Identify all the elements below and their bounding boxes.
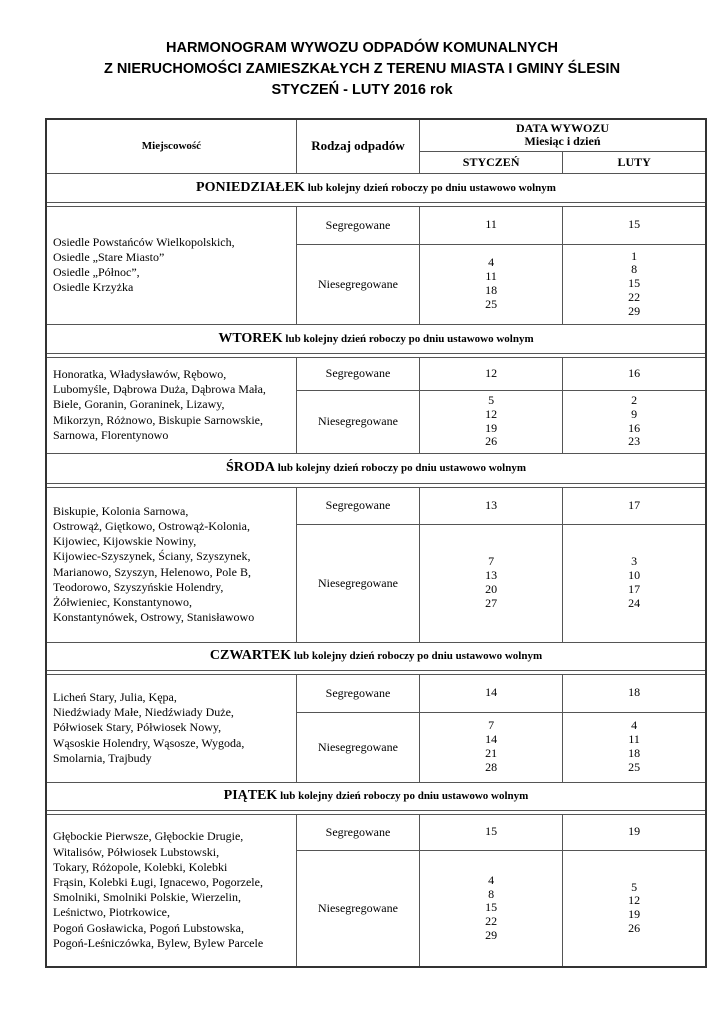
- day-header-row: [46, 173, 706, 202]
- date-value: 5: [488, 392, 495, 407]
- header-collection-date: [420, 119, 706, 151]
- date-value: 25: [628, 759, 641, 774]
- day-header: [46, 324, 706, 353]
- waste-type-non-segregated: Niesegregowane: [296, 524, 419, 642]
- date-value: 7: [488, 718, 495, 733]
- waste-type-segregated: Segregowane: [296, 674, 419, 712]
- february-non-segregated-dates: [563, 390, 706, 453]
- date-value: 7: [488, 554, 495, 569]
- january-segregated-date: 11: [420, 206, 563, 244]
- locality-line: Osiedle „Północ”,: [53, 265, 140, 279]
- header-month-february: LUTY: [563, 151, 706, 173]
- segregated-row: [46, 487, 706, 524]
- locality-line: Osiedle Krzyżka: [53, 280, 134, 295]
- localities-cell: [46, 487, 296, 642]
- date-value: 17: [628, 582, 641, 596]
- january-segregated-date: 13: [420, 487, 563, 524]
- date-value: 12: [628, 893, 641, 908]
- january-non-segregated-dates: [420, 712, 563, 782]
- day-header: [46, 173, 706, 202]
- day-header-row: [46, 642, 706, 670]
- locality-line: Osiedle „Stare Miasto”: [53, 249, 165, 264]
- date-value: 26: [628, 921, 641, 936]
- date-value: 27: [485, 595, 498, 610]
- locality-line: Smolniki, Smolniki Polskie, Wierzelin,: [53, 890, 241, 905]
- date-value: 5: [631, 879, 638, 894]
- date-value: 4: [631, 718, 638, 733]
- segregated-row: [46, 814, 706, 850]
- date-value: 8: [631, 262, 638, 277]
- february-non-segregated-dates: [563, 850, 706, 967]
- date-value: 26: [485, 434, 498, 449]
- date-value: 23: [628, 434, 641, 449]
- title-line-3: STYCZEŃ - LUTY 2016 rok: [271, 82, 453, 98]
- locality-line: Niedźwiady Małe, Niedźwiady Duże,: [53, 705, 234, 720]
- header-waste-type: Rodzaj odpadów: [296, 119, 419, 173]
- locality-line: Biele, Goranin, Goraninek, Lizawy,: [53, 397, 225, 412]
- locality-line: Mikorzyn, Różnowo, Biskupie Sarnowskie,: [53, 412, 263, 427]
- header-row: [46, 119, 706, 151]
- date-value: 8: [488, 886, 495, 901]
- day-header-row: [46, 324, 706, 353]
- locality-line: Biskupie, Kolonia Sarnowa,: [53, 503, 189, 518]
- locality-line: Konstantynówek, Ostrowy, Stanisławowo: [53, 610, 255, 625]
- date-value: 12: [485, 406, 498, 421]
- locality-line: Żółwieniec, Konstantynowo,: [53, 594, 192, 609]
- date-value: 20: [485, 582, 498, 596]
- waste-type-non-segregated: Niesegregowane: [296, 712, 419, 782]
- locality-line: Honoratka, Władysławów, Rębowo,: [53, 366, 227, 381]
- date-value: 25: [485, 296, 498, 311]
- date-value: 3: [631, 554, 638, 569]
- date-value: 1: [631, 248, 638, 263]
- localities-cell: [46, 814, 296, 967]
- waste-type-segregated: Segregowane: [296, 206, 419, 244]
- locality-line: Głębockie Pierwsze, Głębockie Drugie,: [53, 829, 244, 844]
- february-non-segregated-dates: [563, 244, 706, 324]
- day-header: [46, 642, 706, 670]
- february-segregated-date: 15: [563, 206, 706, 244]
- date-value: 9: [631, 406, 638, 421]
- day-note: lub kolejny dzień roboczy po dniu ustawowo wolnym: [304, 181, 556, 194]
- date-value: 21: [485, 746, 498, 760]
- day-note: lub kolejny dzień roboczy po dniu ustawowo wolnym: [282, 332, 534, 345]
- february-non-segregated-dates: [563, 524, 706, 642]
- february-segregated-date: 19: [563, 814, 706, 850]
- date-value: 13: [485, 568, 498, 583]
- day-header-row: [46, 453, 706, 483]
- day-name: WTOREK: [218, 330, 283, 346]
- waste-type-segregated: Segregowane: [296, 487, 419, 524]
- date-value: 24: [628, 595, 641, 610]
- date-value: 18: [485, 283, 498, 297]
- date-value: 4: [488, 255, 495, 270]
- locality-line: Lubomyśle, Dąbrowa Duża, Dąbrowa Mała,: [53, 382, 266, 397]
- segregated-row: [46, 206, 706, 244]
- locality-line: Wąsoskie Holendry, Wąsosze, Wygoda,: [53, 735, 245, 750]
- date-value: 19: [485, 420, 498, 435]
- january-segregated-date: 14: [420, 674, 563, 712]
- header-date-title: DATA WYWOZU: [516, 121, 610, 136]
- day-note: lub kolejny dzień roboczy po dniu ustawowo wolnym: [277, 790, 529, 802]
- date-value: 11: [485, 269, 497, 284]
- locality-line: Smolarnia, Trajbudy: [53, 750, 152, 765]
- date-value: 15: [485, 900, 498, 915]
- date-value: 29: [485, 927, 498, 942]
- january-segregated-date: 15: [420, 814, 563, 850]
- locality-line: Pogoń Gosławicka, Pogoń Lubstowska,: [53, 920, 244, 935]
- locality-line: Teodorowo, Szyszyńskie Holendry,: [53, 579, 224, 594]
- waste-type-non-segregated: Niesegregowane: [296, 390, 419, 453]
- date-value: 18: [628, 746, 641, 760]
- january-non-segregated-dates: [420, 244, 563, 324]
- date-value: 11: [628, 732, 640, 747]
- day-note: lub kolejny dzień roboczy po dniu ustawowo wolnym: [275, 462, 527, 474]
- date-value: 19: [628, 907, 641, 922]
- locality-line: Kijowiec, Kijowskie Nowiny,: [53, 534, 197, 549]
- date-value: 15: [628, 276, 641, 291]
- waste-type-non-segregated: Niesegregowane: [296, 850, 419, 967]
- february-segregated-date: 17: [563, 487, 706, 524]
- waste-type-segregated: Segregowane: [296, 814, 419, 850]
- locality-line: Półwiosek Stary, Półwiosek Nowy,: [53, 720, 222, 735]
- title-line-2: Z NIERUCHOMOŚCI ZAMIESZKAŁYCH Z TERENU MIASTA I GMINY ŚLESIN: [103, 61, 621, 77]
- schedule-table: [45, 118, 707, 968]
- locality-line: Pogoń-Leśniczówka, Bylew, Bylew Parcele: [53, 935, 264, 950]
- february-segregated-date: 16: [563, 357, 706, 390]
- day-name: CZWARTEK: [209, 648, 292, 663]
- january-segregated-date: 12: [420, 357, 563, 390]
- locality-line: Witalisów, Półwiosek Lubstowski,: [53, 844, 220, 859]
- date-value: 22: [485, 914, 498, 929]
- locality-line: Ostrowąż, Giętkowo, Ostrowąż-Kolonia,: [53, 518, 250, 533]
- january-non-segregated-dates: [420, 524, 563, 642]
- localities-cell: [46, 206, 296, 324]
- date-value: 16: [628, 420, 641, 435]
- header-month-january: STYCZEŃ: [420, 151, 563, 173]
- header-date-subtitle: Miesiąc i dzień: [524, 134, 601, 149]
- date-value: 2: [631, 392, 638, 407]
- title-line-1: HARMONOGRAM WYWOZU ODPADÓW KOMUNALNYCH: [166, 40, 558, 56]
- date-value: 28: [485, 759, 498, 774]
- january-non-segregated-dates: [420, 850, 563, 967]
- day-header: [46, 782, 706, 810]
- localities-cell: [46, 357, 296, 453]
- header-place: Miejscowość: [46, 119, 296, 173]
- locality-line: Osiedle Powstańców Wielkopolskich,: [53, 234, 235, 249]
- date-value: 14: [485, 732, 498, 747]
- day-name: PIĄTEK: [223, 788, 278, 803]
- locality-line: Kijowiec-Szyszynek, Ściany, Szyszynek,: [53, 549, 251, 564]
- segregated-row: [46, 357, 706, 390]
- waste-type-non-segregated: Niesegregowane: [296, 244, 419, 324]
- day-header-row: [46, 782, 706, 810]
- date-value: 4: [488, 872, 495, 887]
- segregated-row: [46, 674, 706, 712]
- localities-cell: [46, 674, 296, 782]
- waste-type-segregated: Segregowane: [296, 357, 419, 390]
- date-value: 10: [628, 568, 641, 583]
- day-name: ŚRODA: [225, 460, 275, 475]
- january-non-segregated-dates: [420, 390, 563, 453]
- locality-line: Frąsin, Kolebki Ługi, Ignacewo, Pogorzele,: [53, 875, 263, 890]
- locality-line: Licheń Stary, Julia, Kępa,: [53, 689, 177, 704]
- locality-line: Marianowo, Szyszyn, Helenowo, Pole B,: [53, 564, 251, 579]
- locality-line: Sarnowa, Florentynowo: [53, 427, 169, 442]
- date-value: 29: [628, 303, 641, 318]
- day-note: lub kolejny dzień roboczy po dniu ustawowo wolnym: [291, 650, 543, 662]
- locality-line: Leśnictwo, Piotrkowice,: [53, 905, 170, 920]
- february-non-segregated-dates: [563, 712, 706, 782]
- date-value: 22: [628, 289, 641, 304]
- day-name: PONIEDZIAŁEK: [196, 179, 305, 195]
- locality-line: Tokary, Różopole, Kolebki, Kolebki: [53, 859, 228, 874]
- document-title: [0, 38, 724, 101]
- february-segregated-date: 18: [563, 674, 706, 712]
- day-header: [46, 453, 706, 483]
